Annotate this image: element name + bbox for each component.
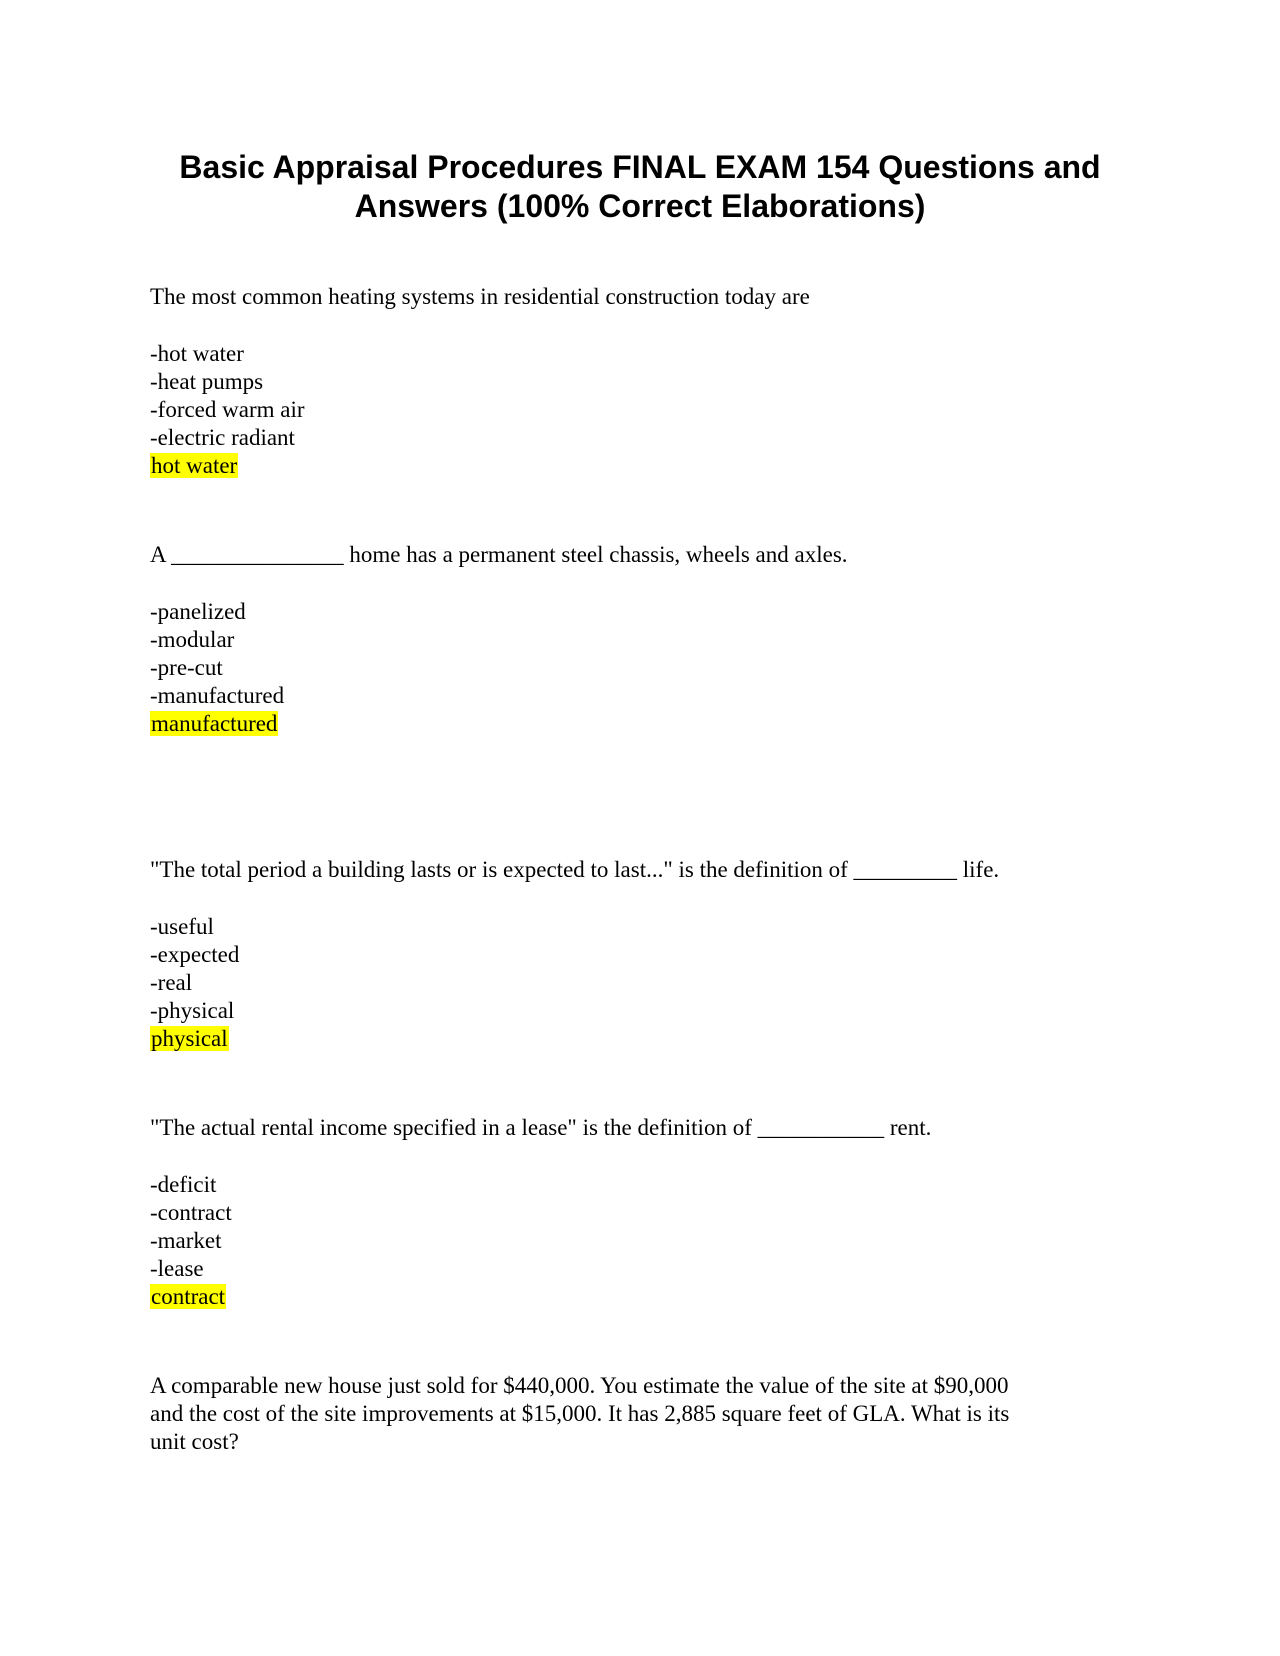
question-2-option-2: -modular	[150, 627, 235, 652]
question-2-option-4: -manufactured	[150, 683, 285, 708]
answer-highlight: contract	[151, 1284, 226, 1309]
question-2-option-1: -panelized	[150, 599, 246, 624]
question-1-option-3: -forced warm air	[150, 397, 305, 422]
question-3-answer	[150, 1025, 229, 1053]
question-2-prompt: A _______________ home has a permanent steel chassis, wheels and axles.	[150, 542, 848, 567]
question-4-option-1: -deficit	[150, 1172, 217, 1197]
question-1-prompt: The most common heating systems in residential construction today are	[150, 284, 810, 309]
answer-highlight: manufactured	[151, 711, 278, 736]
answer-highlight: physical	[151, 1026, 228, 1051]
question-1-option-1: -hot water	[150, 341, 244, 366]
question-3-option-4: -physical	[150, 998, 235, 1023]
question-3-option-1: -useful	[150, 914, 214, 939]
question-4-option-4: -lease	[150, 1256, 204, 1281]
question-4-option-3: -market	[150, 1228, 222, 1253]
question-5-prompt-line-1: A comparable new house just sold for $440,000. You estimate the value of the site at $90,000	[150, 1373, 1009, 1398]
question-1-option-4: -electric radiant	[150, 425, 295, 450]
question-3-option-2: -expected	[150, 942, 240, 967]
answer-highlight: hot water	[151, 453, 238, 478]
question-4-answer	[150, 1283, 226, 1311]
question-2-answer	[150, 710, 278, 738]
document-title-line-1: Basic Appraisal Procedures FINAL EXAM 154 Questions and	[179, 149, 1101, 185]
question-5-prompt-line-3: unit cost?	[150, 1429, 239, 1454]
question-5-prompt-line-2: and the cost of the site improvements at $15,000. It has 2,885 square feet of GLA. What is its	[150, 1401, 1010, 1426]
document-title-line-2: Answers (100% Correct Elaborations)	[354, 188, 926, 224]
question-3-option-3: -real	[150, 970, 193, 995]
question-2-option-3: -pre-cut	[150, 655, 223, 680]
question-4-prompt: "The actual rental income specified in a lease" is the definition of ___________ rent.	[150, 1115, 932, 1140]
question-4-option-2: -contract	[150, 1200, 232, 1225]
question-3-prompt: "The total period a building lasts or is expected to last..." is the definition of _________ life.	[150, 857, 1000, 882]
question-1-answer	[150, 452, 238, 480]
question-1-option-2: -heat pumps	[150, 369, 264, 394]
